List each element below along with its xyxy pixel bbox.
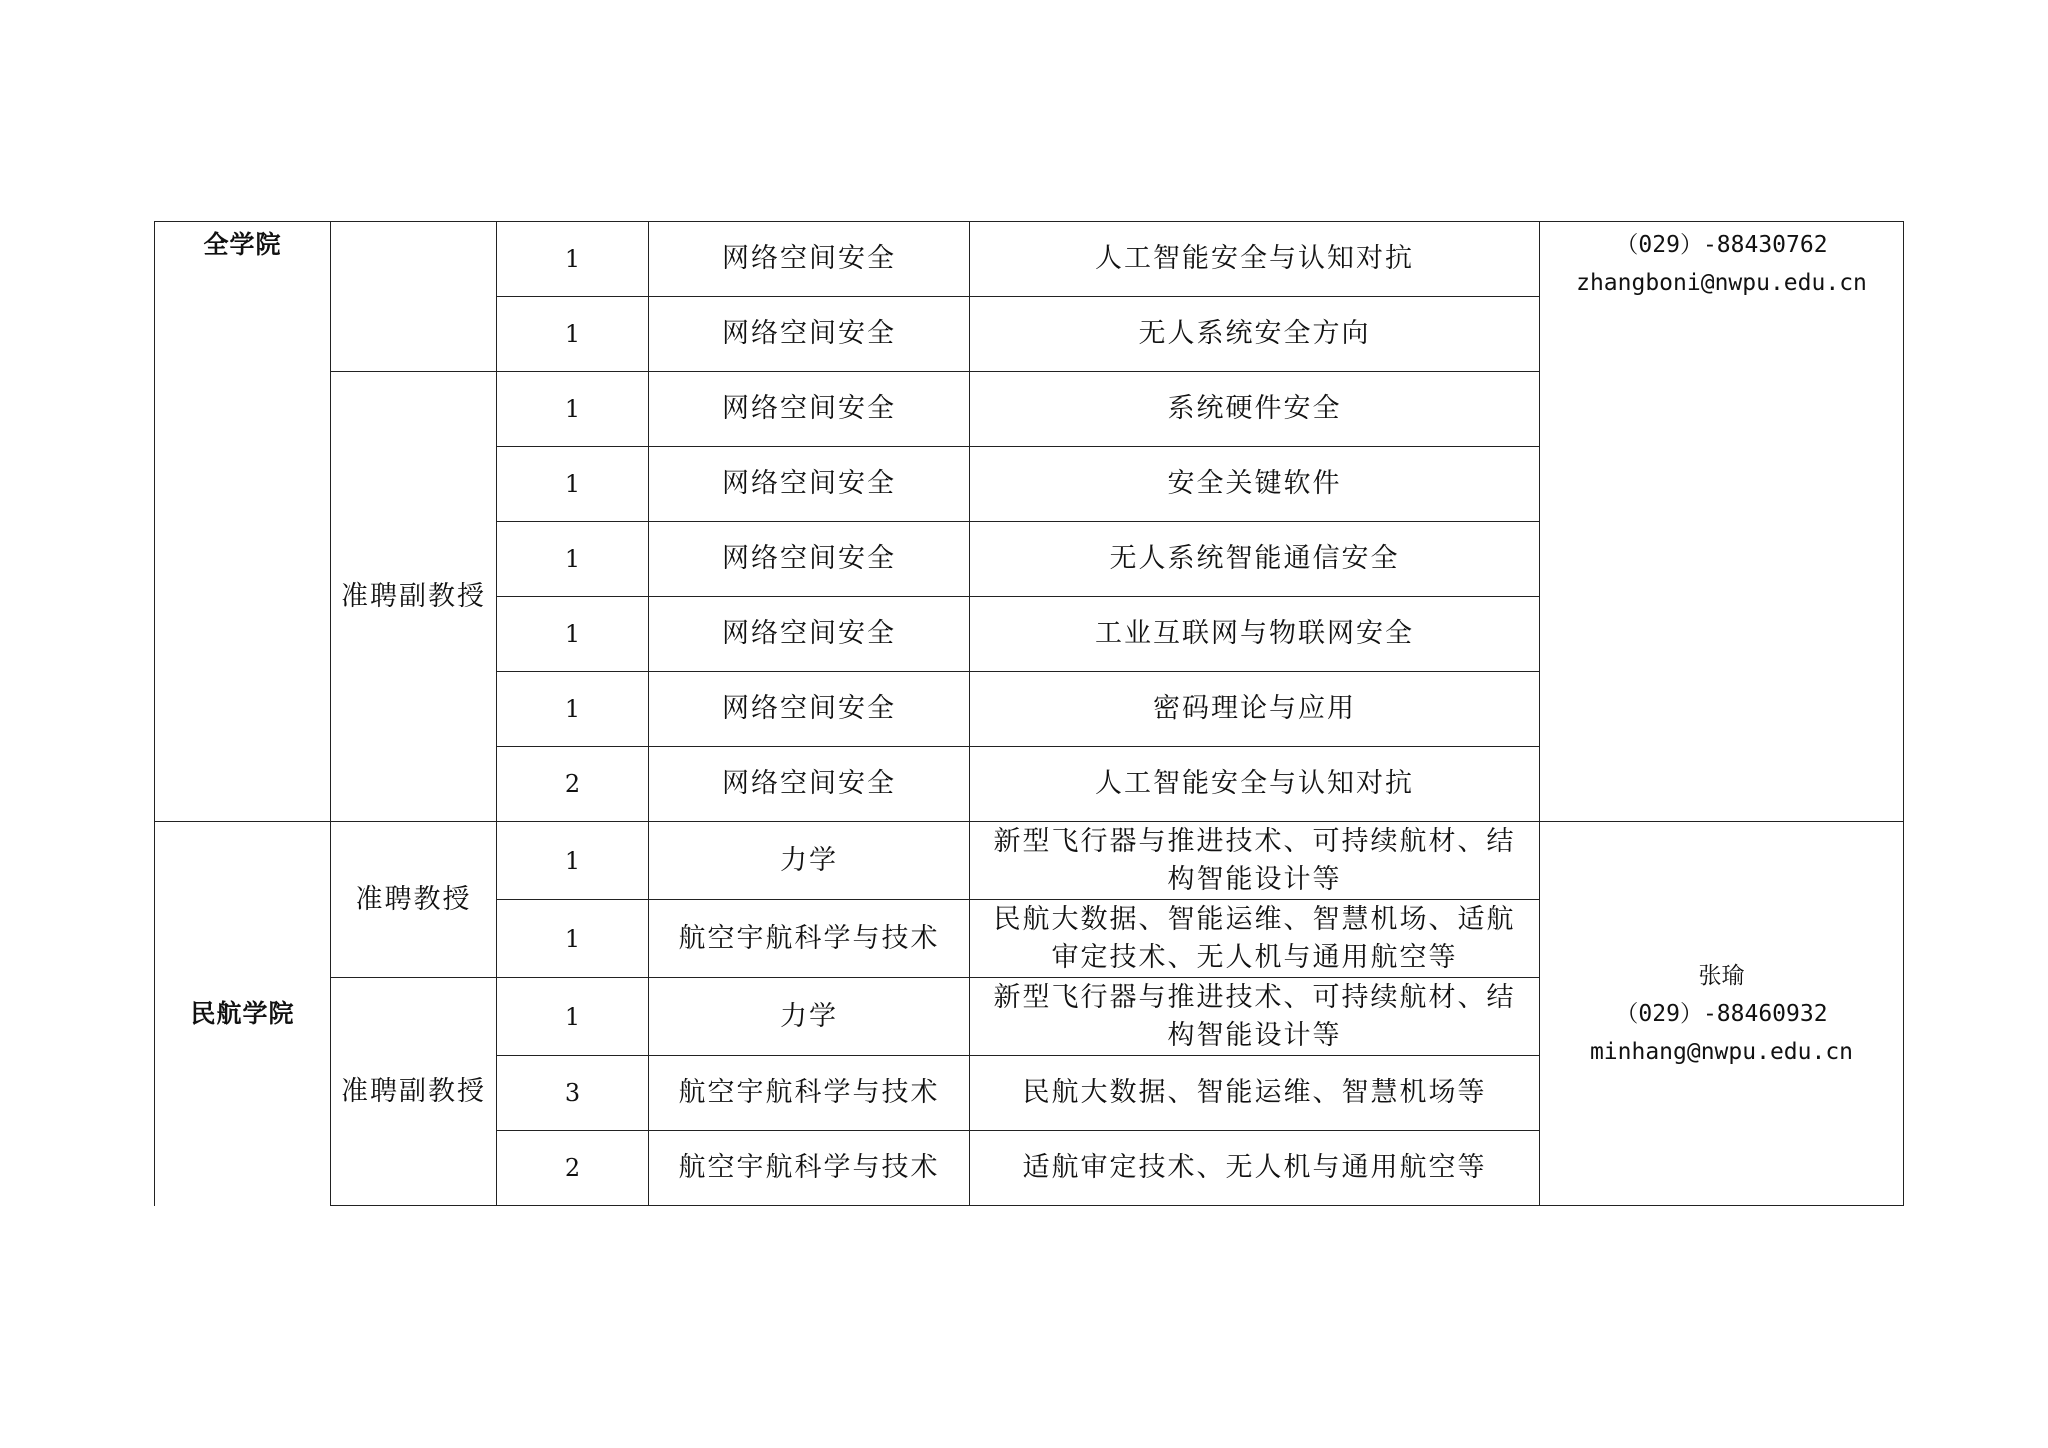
table-row: [155, 222, 1904, 297]
position-cell: [331, 222, 497, 372]
direction-cell: 密码理论与应用: [970, 672, 1540, 747]
direction-cell: 新型飞行器与推进技术、可持续航材、结构智能设计等: [970, 978, 1540, 1056]
contact-name: 张瑜: [1698, 962, 1745, 989]
discipline-cell: 网络空间安全: [649, 222, 970, 297]
count-cell: 1: [497, 447, 649, 522]
recruitment-table: [154, 221, 1904, 1206]
direction-cell: 民航大数据、智能运维、智慧机场等: [970, 1056, 1540, 1131]
count-cell: 3: [497, 1056, 649, 1131]
direction-cell: 系统硬件安全: [970, 372, 1540, 447]
count-cell: 1: [497, 372, 649, 447]
discipline-cell: 网络空间安全: [649, 372, 970, 447]
position-cell: 准聘副教授: [331, 372, 497, 822]
direction-cell: 无人系统智能通信安全: [970, 522, 1540, 597]
direction-cell: 民航大数据、智能运维、智慧机场、适航审定技术、无人机与通用航空等: [970, 900, 1540, 978]
discipline-cell: 航空宇航科学与技术: [649, 1056, 970, 1131]
count-cell: 2: [497, 1131, 649, 1206]
discipline-cell: 网络空间安全: [649, 672, 970, 747]
direction-cell: 人工智能安全与认知对抗: [970, 222, 1540, 297]
discipline-cell: 力学: [649, 822, 970, 900]
count-cell: 1: [497, 672, 649, 747]
count-cell: 1: [497, 597, 649, 672]
discipline-cell: 航空宇航科学与技术: [649, 900, 970, 978]
discipline-cell: 航空宇航科学与技术: [649, 1131, 970, 1206]
college-name-cell: 民航学院: [155, 822, 331, 1206]
contact-cell: [1540, 222, 1904, 822]
direction-cell: 无人系统安全方向: [970, 297, 1540, 372]
contact-email: minhang@nwpu.edu.cn: [1589, 1038, 1854, 1065]
position-cell: 准聘副教授: [331, 978, 497, 1206]
discipline-cell: 网络空间安全: [649, 297, 970, 372]
count-cell: 1: [497, 978, 649, 1056]
count-cell: 1: [497, 297, 649, 372]
discipline-cell: 网络空间安全: [649, 747, 970, 822]
contact-cell: [1540, 822, 1904, 1206]
count-cell: 1: [497, 522, 649, 597]
contact-email: zhangboni@nwpu.edu.cn: [1576, 270, 1867, 296]
count-cell: 1: [497, 822, 649, 900]
count-cell: 2: [497, 747, 649, 822]
discipline-cell: 力学: [649, 978, 970, 1056]
discipline-cell: 网络空间安全: [649, 522, 970, 597]
discipline-cell: 网络空间安全: [649, 597, 970, 672]
college-name-cell: 全学院: [155, 222, 331, 822]
contact-phone: （029）-88430762: [1615, 232, 1828, 258]
position-cell: 准聘教授: [331, 822, 497, 978]
discipline-cell: 网络空间安全: [649, 447, 970, 522]
count-cell: 1: [497, 222, 649, 297]
direction-cell: 安全关键软件: [970, 447, 1540, 522]
count-cell: 1: [497, 900, 649, 978]
direction-cell: 工业互联网与物联网安全: [970, 597, 1540, 672]
direction-cell: 适航审定技术、无人机与通用航空等: [970, 1131, 1540, 1206]
table-row: [155, 822, 1904, 900]
direction-cell: 新型飞行器与推进技术、可持续航材、结构智能设计等: [970, 822, 1540, 900]
contact-phone: （029）-88460932: [1615, 1000, 1828, 1027]
direction-cell: 人工智能安全与认知对抗: [970, 747, 1540, 822]
